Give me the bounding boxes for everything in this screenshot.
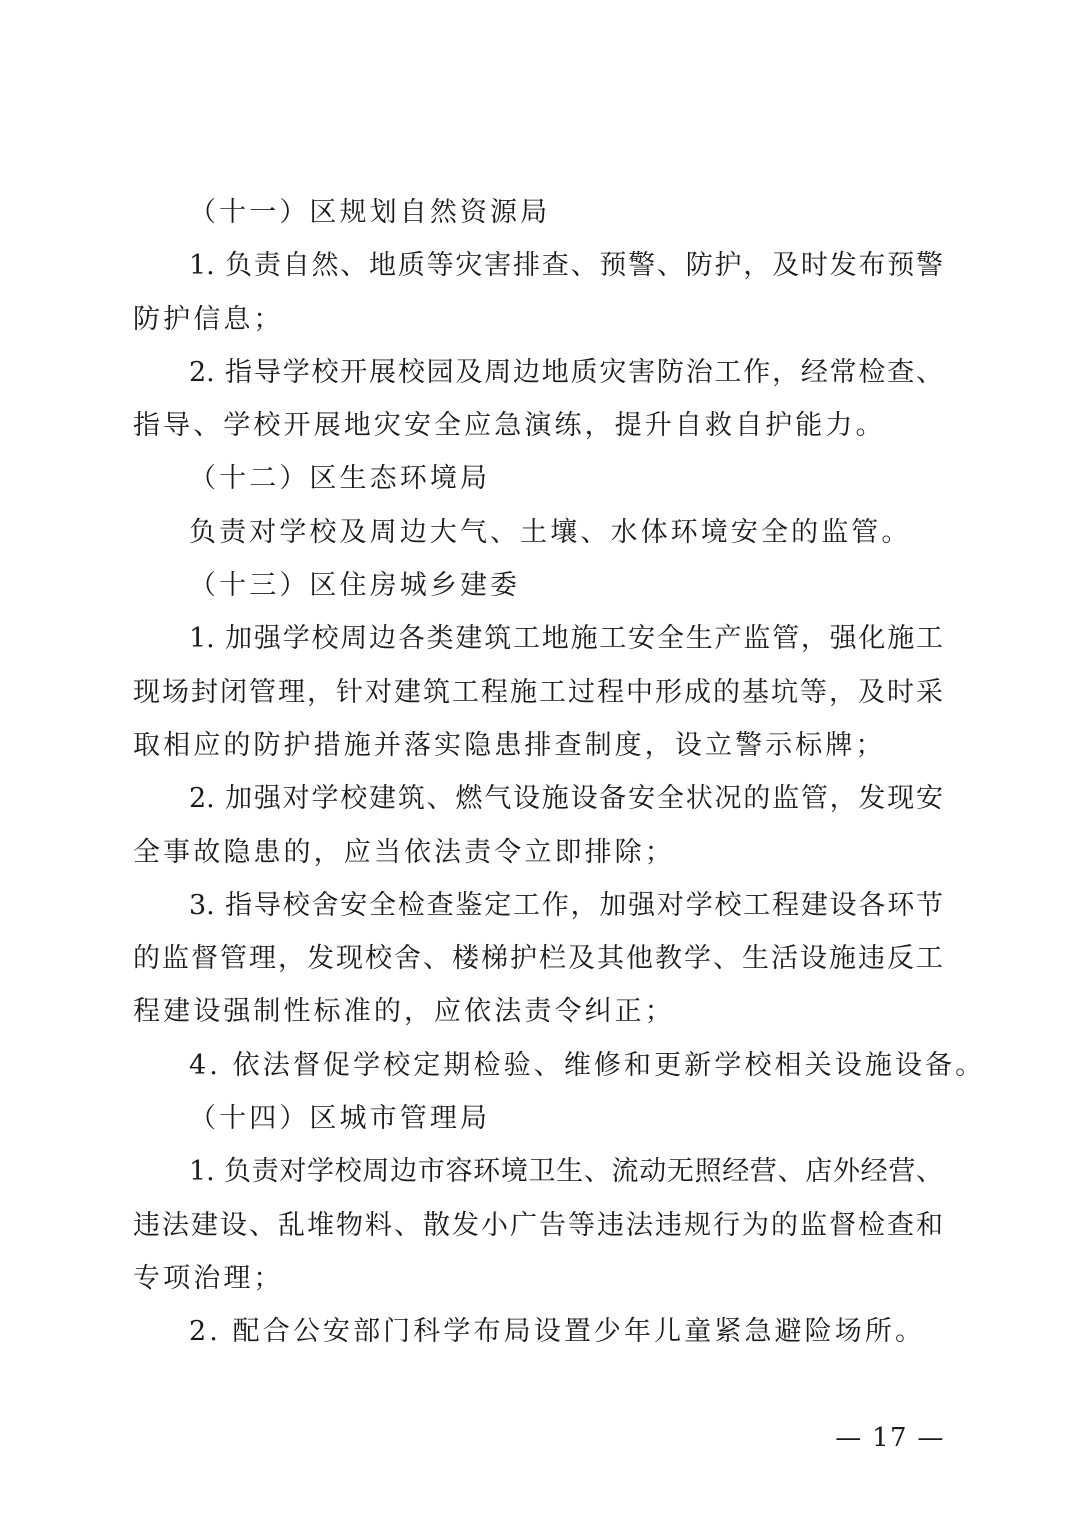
section-heading-11: （十一）区规划自然资源局: [189, 197, 551, 228]
paragraph-line: 1. 加强学校周边各类建筑工地施工安全生产监管，强化施工: [189, 623, 943, 655]
section-heading-12: （十二）区生态环境局: [189, 463, 491, 495]
document-body: [133, 186, 986, 1359]
paragraph-line: 2. 加强对学校建筑、燃气设施设备安全状况的监管，发现安: [189, 783, 943, 815]
paragraph-line: 2. 配合公安部门科学布局设置少年儿童紧急避险场所。: [189, 1316, 926, 1348]
page-number: — 17 —: [835, 1423, 945, 1453]
paragraph-line: 4. 依法督促学校定期检验、维修和更新学校相关设施设备。: [189, 1049, 986, 1081]
section-heading-13: （十三）区住房城乡建委: [189, 570, 521, 602]
paragraph-line: 的监督管理，发现校舍、楼梯护栏及其他教学、生活设施违反工: [133, 943, 943, 975]
paragraph-line: 3. 指导校舍安全检查鉴定工作，加强对学校工程建设各环节: [189, 889, 943, 921]
paragraph-line: 2. 指导学校开展校园及周边地质灾害防治工作，经常检查、: [189, 356, 943, 388]
paragraph-line: 1. 负责对学校周边市容环境卫生、流动无照经营、店外经营、: [189, 1156, 943, 1188]
paragraph-line: 全事故隐患的，应当依法责令立即排除；: [133, 836, 675, 868]
paragraph-line: 1. 负责自然、地质等灾害排查、预警、防护，及时发布预警: [189, 250, 943, 282]
section-heading-14: （十四）区城市管理局: [189, 1103, 491, 1135]
paragraph-line: 取相应的防护措施并落实隐患排查制度，设立警示标牌；: [133, 729, 886, 761]
paragraph-line: 专项治理；: [133, 1262, 284, 1294]
paragraph-line: 指导、学校开展地灾安全应急演练，提升自救自护能力。: [133, 410, 886, 442]
paragraph-line: 负责对学校及周边大气、土壤、水体环境安全的监管。: [189, 516, 912, 548]
paragraph-line: 防护信息；: [133, 303, 284, 335]
paragraph-line: 违法建设、乱堆物料、散发小广告等违法违规行为的监督检查和: [133, 1209, 943, 1241]
paragraph-line: 程建设强制性标准的，应依法责令纠正；: [133, 996, 675, 1028]
paragraph-line: 现场封闭管理，针对建筑工程施工过程中形成的基坑等，及时采: [133, 676, 943, 708]
